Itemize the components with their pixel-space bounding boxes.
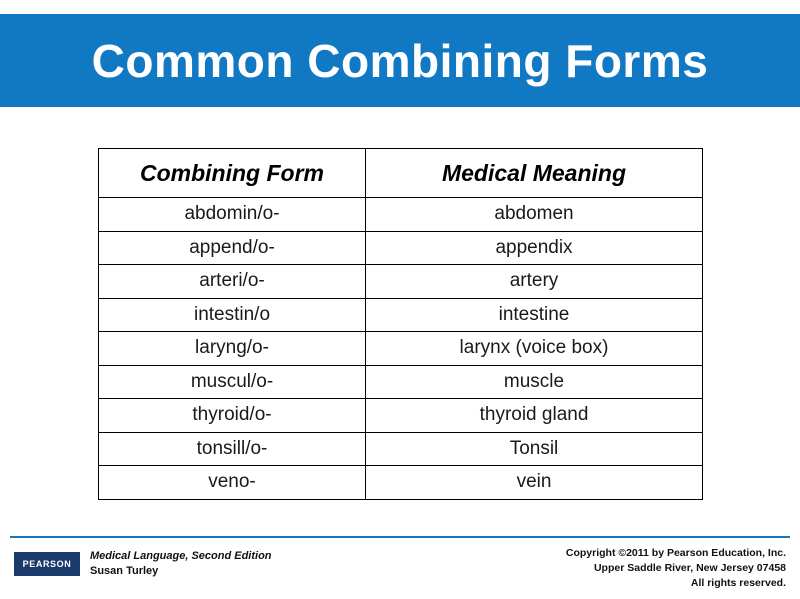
copyright-notice [566,546,786,592]
cell-medical-meaning: intestine [366,298,703,332]
table-row [99,265,703,299]
cell-combining-form: laryng/o- [99,332,366,366]
table-row [99,399,703,433]
cell-combining-form: tonsill/o- [99,432,366,466]
column-header-combining-form: Combining Form [99,149,366,198]
cell-medical-meaning: muscle [366,365,703,399]
cell-medical-meaning: thyroid gland [366,399,703,433]
combining-forms-table-container [98,148,702,500]
book-title: Medical Language, Second Edition [90,550,272,562]
cell-combining-form: arteri/o- [99,265,366,299]
table-header-row [99,149,703,198]
book-author: Susan Turley [90,564,159,577]
cell-medical-meaning: vein [366,466,703,500]
table-row [99,332,703,366]
page-title: Common Combining Forms [91,34,709,87]
book-credit [90,549,272,579]
copyright-line-1: Copyright ©2011 by Pearson Education, Inc. [565,547,786,559]
table-row [99,432,703,466]
cell-combining-form: append/o- [99,231,366,265]
pearson-logo: PEARSON [14,552,80,576]
cell-combining-form: abdomin/o- [99,198,366,232]
cell-medical-meaning: larynx (voice box) [366,332,703,366]
cell-medical-meaning: Tonsil [366,432,703,466]
footer-divider [10,536,790,538]
cell-combining-form: thyroid/o- [99,399,366,433]
table-row [99,231,703,265]
cell-combining-form: intestin/o [99,298,366,332]
copyright-line-2: Upper Saddle River, New Jersey 07458 [593,562,786,575]
combining-forms-table [98,148,703,500]
table-row [99,365,703,399]
cell-medical-meaning: artery [366,265,703,299]
table-row [99,198,703,232]
cell-medical-meaning: abdomen [366,198,703,232]
slide-title-bar [0,14,800,107]
cell-medical-meaning: appendix [366,231,703,265]
table-row [99,298,703,332]
cell-combining-form: veno- [99,466,366,500]
copyright-line-3: All rights reserved. [690,577,786,590]
cell-combining-form: muscul/o- [99,365,366,399]
table-row [99,466,703,500]
column-header-medical-meaning: Medical Meaning [366,149,703,198]
